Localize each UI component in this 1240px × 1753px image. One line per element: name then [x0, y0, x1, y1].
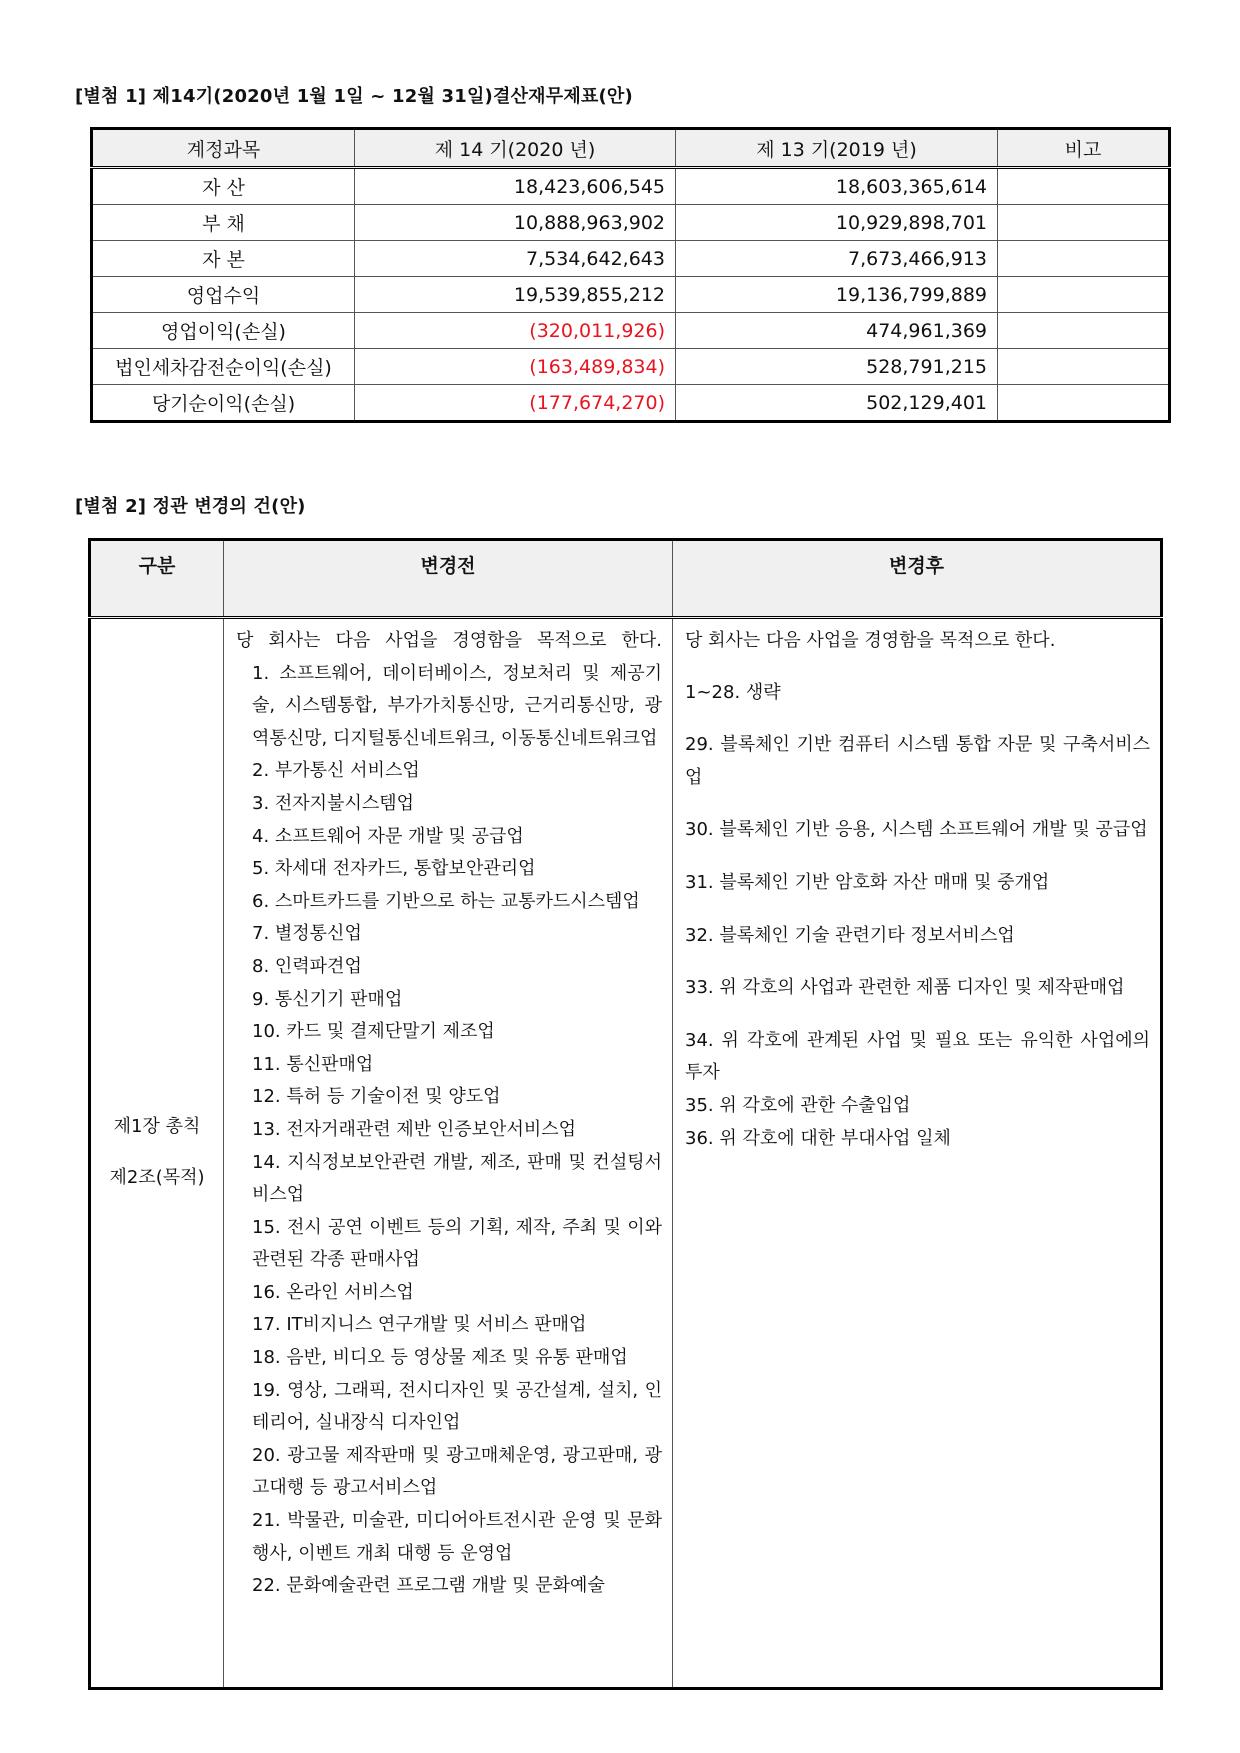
fy14-value-cell: 10,888,963,902: [355, 205, 676, 241]
before-items-list: [236, 658, 662, 1603]
col-header-account: 계정과목: [92, 129, 355, 168]
fy13-value-cell: 7,673,466,913: [676, 241, 998, 277]
fy13-value-cell: 528,791,215: [676, 349, 998, 385]
list-item: 15. 전시 공연 이벤트 등의 기획, 제작, 주최 및 이와 관련된 각종 판매사업: [252, 1216, 662, 1271]
col-header-fy13: 제 13 기(2019 년): [676, 129, 998, 168]
account-cell: 자 본: [92, 241, 355, 277]
list-item: 14. 지식정보보안관련 개발, 제조, 판매 및 컨설팅서비스업: [252, 1151, 662, 1206]
fy14-value-cell: (320,011,926): [355, 313, 676, 349]
account-cell: 부 채: [92, 205, 355, 241]
heading-attachment-1: [별첨 1] 제14기(2020년 1월 1일 ~ 12월 31일)결산재무제표(안): [75, 86, 633, 107]
articles-table-row: [90, 618, 1162, 1689]
list-item: 16. 온라인 서비스업: [252, 1281, 414, 1303]
col-header-category: 구분: [90, 540, 224, 618]
list-item: 21. 박물관, 미술관, 미디어아트전시관 운영 및 문화행사, 이벤트 개최 대행 등 운영업: [252, 1510, 662, 1564]
list-item: 4. 소프트웨어 자문 개발 및 공급업: [252, 825, 524, 847]
list-item: 8. 인력파견업: [252, 955, 362, 977]
table-row: [92, 205, 1170, 241]
list-item: 34. 위 각호에 관계된 사업 및 필요 또는 유익한 사업에의 투자: [685, 1029, 1150, 1084]
fy14-value-cell: 18,423,606,545: [355, 168, 676, 205]
list-item: 5. 차세대 전자카드, 통합보안관리업: [252, 858, 536, 880]
list-item: 11. 통신판매업: [252, 1053, 374, 1075]
account-cell: 당기순이익(손실): [92, 385, 355, 422]
fy14-value-cell: (163,489,834): [355, 349, 676, 385]
col-header-after: 변경후: [673, 540, 1162, 618]
note-cell: [998, 313, 1170, 349]
list-item: 12. 특허 등 기술이전 및 양도업: [252, 1086, 501, 1108]
fy14-value-cell: 19,539,855,212: [355, 277, 676, 313]
list-item: 32. 블록체인 기술 관련기타 정보서비스업: [685, 924, 1015, 946]
table-row: [92, 349, 1170, 385]
list-item: 36. 위 각호에 대한 부대사업 일체: [685, 1127, 951, 1149]
list-item: 9. 통신기기 판매업: [252, 988, 403, 1010]
fy13-value-cell: 502,129,401: [676, 385, 998, 422]
table-row: [92, 168, 1170, 205]
list-item: 29. 블록체인 기반 컴퓨터 시스템 통합 자문 및 구축서비스업: [685, 734, 1150, 788]
section-chapter: 제1장 총칙: [113, 1116, 201, 1138]
financial-table-header: [92, 129, 1170, 168]
list-item: 7. 별정통신업: [252, 923, 362, 945]
list-item: 31. 블록체인 기반 암호화 자산 매매 및 중개업: [685, 871, 1050, 893]
list-item: 33. 위 각호의 사업과 관련한 제품 디자인 및 제작판매업: [685, 977, 1125, 999]
account-cell: 영업수익: [92, 277, 355, 313]
note-cell: [998, 385, 1170, 422]
account-cell: 영업이익(손실): [92, 313, 355, 349]
col-header-before: 변경전: [224, 540, 673, 618]
after-items-list: [685, 677, 1150, 1156]
articles-table-header: [90, 540, 1162, 618]
col-header-fy14: 제 14 기(2020 년): [355, 129, 676, 168]
fy13-value-cell: 10,929,898,701: [676, 205, 998, 241]
fy13-value-cell: 18,603,365,614: [676, 168, 998, 205]
account-cell: 자 산: [92, 168, 355, 205]
articles-amendment-table: [88, 538, 1163, 1690]
list-item: 19. 영상, 그래픽, 전시디자인 및 공간설계, 설치, 인테리어, 실내장식 디자인업: [252, 1379, 662, 1434]
list-item: 13. 전자거래관련 제반 인증보안서비스업: [252, 1118, 576, 1140]
account-cell: 법인세차감전순이익(손실): [92, 349, 355, 385]
heading-attachment-2: [별첨 2] 정관 변경의 건(안): [75, 496, 306, 517]
list-item: 6. 스마트카드를 기반으로 하는 교통카드시스템업: [252, 890, 640, 912]
list-item: 18. 음반, 비디오 등 영상물 제조 및 유통 판매업: [252, 1347, 628, 1369]
fy13-value-cell: 474,961,369: [676, 313, 998, 349]
before-intro: 당 회사는 다음 사업을 경영함을 목적으로 한다.: [236, 630, 662, 651]
list-item: 30. 블록체인 기반 응용, 시스템 소프트웨어 개발 및 공급업: [685, 819, 1148, 841]
list-item: 17. IT비지니스 연구개발 및 서비스 판매업: [252, 1314, 587, 1336]
table-row: [92, 385, 1170, 422]
fy13-value-cell: 19,136,799,889: [676, 277, 998, 313]
note-cell: [998, 241, 1170, 277]
table-row: [92, 241, 1170, 277]
list-item: 35. 위 각호에 관한 수출입업: [685, 1094, 911, 1116]
table-row: [92, 313, 1170, 349]
after-intro: 당 회사는 다음 사업을 경영함을 목적으로 한다.: [685, 630, 1056, 651]
list-item: 22. 문화예술관련 프로그램 개발 및 문화예술: [252, 1575, 605, 1597]
note-cell: [998, 349, 1170, 385]
note-cell: [998, 277, 1170, 313]
before-cell: [224, 618, 673, 1689]
table-row: [92, 277, 1170, 313]
after-cell: [673, 618, 1162, 1689]
note-cell: [998, 205, 1170, 241]
fy14-value-cell: 7,534,642,643: [355, 241, 676, 277]
list-item: 2. 부가통신 서비스업: [252, 760, 420, 782]
col-header-note: 비고: [998, 129, 1170, 168]
list-item: 3. 전자지불시스템업: [252, 792, 414, 814]
financial-statement-table: [90, 127, 1171, 423]
section-cell: [90, 618, 224, 1689]
list-item: 1. 소프트웨어, 데이터베이스, 정보처리 및 제공기술, 시스템통합, 부가가치통신망, 근거리통신망, 광역통신망, 디지털통신네트워크, 이동통신네트워크업: [252, 662, 662, 749]
list-item: 20. 광고물 제작판매 및 광고매체운영, 광고판매, 광고대행 등 광고서비스업: [252, 1444, 662, 1499]
section-article: 제2조(목적): [109, 1167, 205, 1188]
list-item: 1~28. 생략: [685, 681, 781, 703]
list-item: 10. 카드 및 결제단말기 제조업: [252, 1021, 495, 1043]
fy14-value-cell: (177,674,270): [355, 385, 676, 422]
note-cell: [998, 168, 1170, 205]
